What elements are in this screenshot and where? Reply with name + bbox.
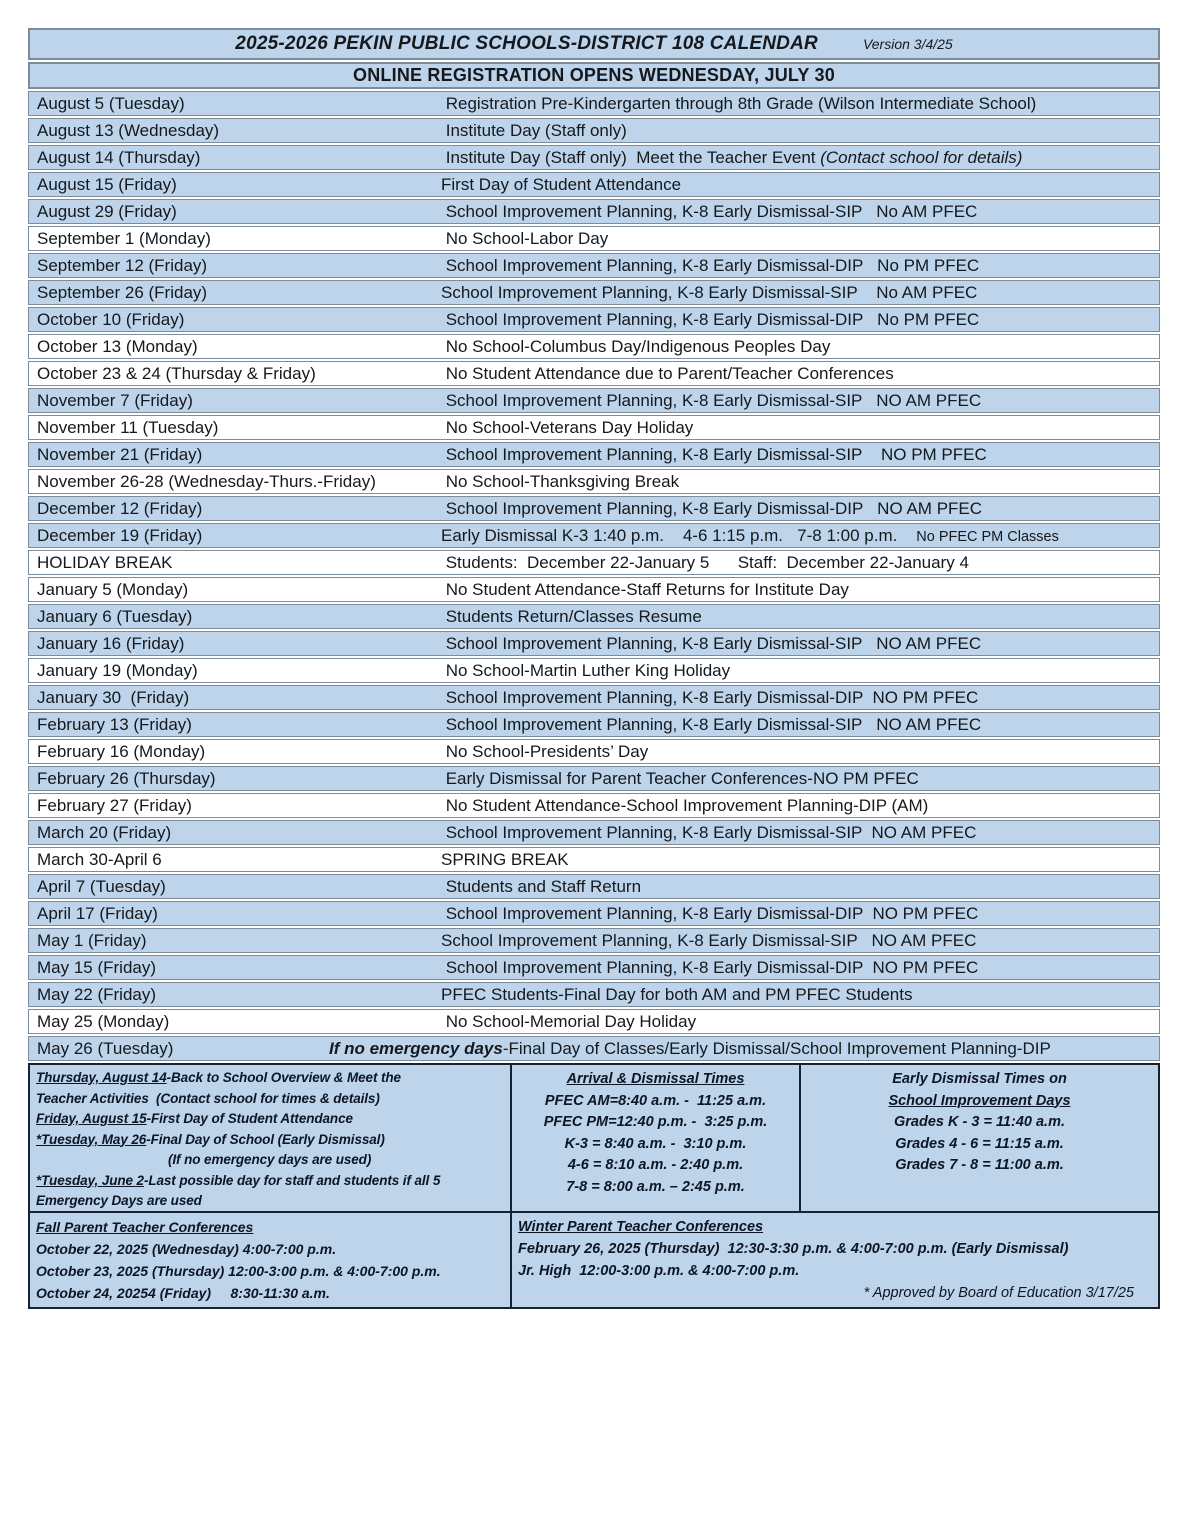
event-cell xyxy=(441,850,1159,870)
date-cell: May 25 (Monday) xyxy=(37,1011,170,1031)
date-cell: September 26 (Friday) xyxy=(37,282,208,302)
event-text: No School-Veterans Day Holiday xyxy=(441,417,694,437)
calendar-row xyxy=(28,361,1160,386)
event-text: School Improvement Planning, K-8 Early Dismissal-DIP NO PM PFEC xyxy=(441,687,979,707)
date-cell: February 27 (Friday) xyxy=(37,795,192,815)
calendar-row xyxy=(28,253,1160,278)
date-cell: October 13 (Monday) xyxy=(37,336,198,356)
calendar-row xyxy=(28,280,1160,305)
calendar-row xyxy=(28,307,1160,332)
event-text: SPRING BREAK xyxy=(441,849,569,869)
event-cell xyxy=(441,202,1159,222)
calendar-row xyxy=(28,739,1160,764)
calendar-row xyxy=(28,658,1160,683)
early-dismissal-title-2: School Improvement Days xyxy=(888,1092,1071,1109)
fall-conference-line: October 22, 2025 (Wednesday) 4:00-7:00 p.m. xyxy=(36,1241,337,1257)
footer-conference-row xyxy=(28,1213,1160,1309)
date-cell: September 12 (Friday) xyxy=(37,255,208,275)
calendar-row xyxy=(28,199,1160,224)
early-dismissal-line: Grades 7 - 8 = 11:00 a.m. xyxy=(895,1157,1064,1173)
event-text: No Student Attendance-School Improvement Planning-DIP (AM) xyxy=(441,795,929,815)
event-cell xyxy=(441,121,1159,141)
key-dates-line xyxy=(36,1089,504,1110)
key-date: *Tuesday, June 2 xyxy=(36,1172,144,1188)
calendar-row xyxy=(28,631,1160,656)
calendar-row xyxy=(28,334,1160,359)
winter-conferences-box xyxy=(512,1213,1160,1309)
arrival-line: PFEC PM=12:40 p.m. - 3:25 p.m. xyxy=(543,1114,768,1130)
date-cell: March 30-April 6 xyxy=(37,849,162,869)
title-bar xyxy=(28,28,1160,60)
date-cell: August 14 (Thursday) xyxy=(37,147,201,167)
arrival-line: 7-8 = 8:00 a.m. – 2:45 p.m. xyxy=(566,1178,745,1195)
version-label: Version 3/4/25 xyxy=(862,36,953,52)
event-text: School Improvement Planning, K-8 Early Dismissal-DIP NO AM PFEC xyxy=(441,498,983,518)
event-cell xyxy=(441,526,1159,546)
event-text: School Improvement Planning, K-8 Early Dismissal-DIP No PM PFEC xyxy=(441,255,980,275)
calendar-row xyxy=(28,685,1160,710)
event-emphasis-text: If no emergency days xyxy=(329,1038,503,1058)
date-cell: December 19 (Friday) xyxy=(37,525,203,545)
key-dates-line xyxy=(36,1068,504,1089)
calendar-row xyxy=(28,766,1160,791)
date-cell: November 21 (Friday) xyxy=(37,444,203,464)
date-cell: April 7 (Tuesday) xyxy=(37,876,166,896)
event-text: Institute Day (Staff only) Meet the Teacher Event xyxy=(441,147,821,167)
event-text: School Improvement Planning, K-8 Early Dismissal-SIP NO AM PFEC xyxy=(441,633,982,653)
event-cell xyxy=(441,283,1159,303)
footer xyxy=(28,1063,1160,1309)
winter-conferences-title: Winter Parent Teacher Conferences xyxy=(518,1219,764,1235)
key-dates-line xyxy=(36,1150,504,1171)
event-text: PFEC Students-Final Day for both AM and PM PFEC Students xyxy=(441,984,913,1004)
event-cell xyxy=(441,580,1159,600)
event-cell xyxy=(441,904,1159,924)
date-cell: January 5 (Monday) xyxy=(37,579,189,599)
calendar-row xyxy=(28,901,1160,926)
date-cell: November 7 (Friday) xyxy=(37,390,193,410)
event-text: Registration Pre-Kindergarten through 8th Grade (Wilson Intermediate School) xyxy=(441,93,1037,113)
calendar-row xyxy=(28,847,1160,872)
calendar-row xyxy=(28,793,1160,818)
event-cell xyxy=(441,688,1159,708)
key-date-text: (If no emergency days are used) xyxy=(168,1152,372,1167)
winter-conference-line: Jr. High 12:00-3:00 p.m. & 4:00-7:00 p.m. xyxy=(518,1263,800,1279)
event-text: School Improvement Planning, K-8 Early Dismissal-SIP No AM PFEC xyxy=(441,282,978,302)
date-cell: March 20 (Friday) xyxy=(37,822,172,842)
date-cell: January 6 (Tuesday) xyxy=(37,606,193,626)
calendar-row xyxy=(28,577,1160,602)
calendar-row xyxy=(28,118,1160,143)
key-dates-line xyxy=(36,1109,504,1130)
calendar-row xyxy=(28,469,1160,494)
winter-conference-line: February 26, 2025 (Thursday) 12:30-3:30 p.m. & 4:00-7:00 p.m. (Early Dismissal) xyxy=(518,1241,1069,1257)
early-dismissal-line: Grades K - 3 = 11:40 a.m. xyxy=(894,1114,1065,1130)
event-text: School Improvement Planning, K-8 Early Dismissal-DIP No PM PFEC xyxy=(441,309,980,329)
event-text: No Student Attendance-Staff Returns for Institute Day xyxy=(441,579,849,599)
event-text: No Student Attendance due to Parent/Teacher Conferences xyxy=(441,363,894,383)
date-cell: August 13 (Wednesday) xyxy=(37,120,220,140)
registration-banner: ONLINE REGISTRATION OPENS WEDNESDAY, JULY 30 xyxy=(28,62,1160,89)
event-cell xyxy=(441,418,1159,438)
date-cell: February 13 (Friday) xyxy=(37,714,192,734)
event-cell xyxy=(441,715,1159,735)
date-cell: January 16 (Friday) xyxy=(37,633,185,653)
date-cell: September 1 (Monday) xyxy=(37,228,211,248)
key-dates-box xyxy=(28,1063,512,1213)
calendar-row xyxy=(28,1009,1160,1034)
date-cell: May 26 (Tuesday) xyxy=(37,1038,174,1058)
early-dismissal-title-1: Early Dismissal Times on xyxy=(892,1071,1067,1087)
event-text: Early Dismissal K-3 1:40 p.m. 4-6 1:15 p.m. 7-8 1:00 p.m. xyxy=(441,525,917,545)
arrival-title: Arrival & Dismissal Times xyxy=(566,1071,745,1087)
date-cell: January 30 (Friday) xyxy=(37,687,190,707)
event-text: First Day of Student Attendance xyxy=(441,174,682,194)
event-cell xyxy=(441,742,1159,762)
date-cell: November 11 (Tuesday) xyxy=(37,417,219,437)
date-cell: August 29 (Friday) xyxy=(37,201,177,221)
event-text: No School-Memorial Day Holiday xyxy=(441,1011,697,1031)
key-dates-line xyxy=(36,1171,504,1192)
arrival-line: PFEC AM=8:40 a.m. - 11:25 a.m. xyxy=(544,1092,767,1109)
fall-conferences-title: Fall Parent Teacher Conferences xyxy=(36,1219,254,1235)
event-cell xyxy=(441,796,1159,816)
event-text: No School-Martin Luther King Holiday xyxy=(441,660,731,680)
calendar-row xyxy=(28,442,1160,467)
event-text: Institute Day (Staff only) xyxy=(441,120,627,140)
event-cell xyxy=(441,445,1159,465)
event-text: Students: December 22-January 5 Staff: December 22-January 4 xyxy=(441,552,969,572)
calendar-row xyxy=(28,712,1160,737)
calendar-row xyxy=(28,1036,1160,1061)
event-cell xyxy=(441,364,1159,384)
approved-note: * Approved by Board of Education 3/17/25 xyxy=(863,1285,1134,1301)
date-cell: August 5 (Tuesday) xyxy=(37,93,185,113)
date-cell: October 10 (Friday) xyxy=(37,309,185,329)
event-text: No School-Columbus Day/Indigenous Peoples Day xyxy=(441,336,831,356)
key-date-text: -Last possible day for staff and students if all 5 xyxy=(143,1172,441,1188)
event-cell xyxy=(441,175,1159,195)
calendar-row xyxy=(28,91,1160,116)
event-text: School Improvement Planning, K-8 Early Dismissal-SIP NO AM PFEC xyxy=(441,930,977,950)
calendar-row xyxy=(28,955,1160,980)
calendar-row xyxy=(28,982,1160,1007)
event-cell xyxy=(441,229,1159,249)
event-cell xyxy=(441,985,1159,1005)
event-cell xyxy=(441,472,1159,492)
calendar-row xyxy=(28,415,1160,440)
early-dismissal-line: Grades 4 - 6 = 11:15 a.m. xyxy=(895,1135,1064,1152)
date-cell: October 23 & 24 (Thursday & Friday) xyxy=(37,363,316,383)
event-cell xyxy=(441,877,1159,897)
event-cell xyxy=(441,769,1159,789)
key-date-text: -Final Day of School (Early Dismissal) xyxy=(146,1131,385,1147)
event-cell xyxy=(441,1012,1159,1032)
event-cell xyxy=(441,958,1159,978)
key-date: *Tuesday, May 26 xyxy=(36,1131,147,1147)
calendar-row xyxy=(28,550,1160,575)
calendar-row xyxy=(28,523,1160,548)
fall-conferences-box xyxy=(28,1213,512,1309)
event-italic-text: (Contact school for details) xyxy=(820,147,1023,167)
event-cell xyxy=(441,931,1159,951)
event-cell xyxy=(441,310,1159,330)
event-text: Early Dismissal for Parent Teacher Conferences-NO PM PFEC xyxy=(441,768,919,788)
date-cell: November 26-28 (Wednesday-Thurs.-Friday) xyxy=(37,471,376,491)
event-text: School Improvement Planning, K-8 Early Dismissal-DIP NO PM PFEC xyxy=(441,957,979,977)
event-text: School Improvement Planning, K-8 Early Dismissal-SIP NO AM PFEC xyxy=(441,822,977,842)
calendar-rows xyxy=(28,91,1160,1061)
fall-conference-line: October 23, 2025 (Thursday) 12:00-3:00 p.m. & 4:00-7:00 p.m. xyxy=(36,1263,441,1279)
arrival-dismissal-box xyxy=(512,1063,801,1213)
event-cell xyxy=(329,1039,1159,1059)
event-text: Students Return/Classes Resume xyxy=(441,606,702,626)
arrival-line: K-3 = 8:40 a.m. - 3:10 p.m. xyxy=(564,1135,747,1152)
event-text: School Improvement Planning, K-8 Early Dismissal-SIP No AM PFEC xyxy=(441,201,978,221)
event-cell xyxy=(441,148,1159,168)
date-cell: February 16 (Monday) xyxy=(37,741,206,761)
event-text: School Improvement Planning, K-8 Early Dismissal-DIP NO PM PFEC xyxy=(441,903,979,923)
event-cell xyxy=(441,661,1159,681)
date-cell: January 19 (Monday) xyxy=(37,660,198,680)
key-date-text: Teacher Activities (Contact school for times & details) xyxy=(36,1090,380,1106)
calendar-document xyxy=(28,28,1160,1309)
event-cell xyxy=(441,823,1159,843)
event-cell xyxy=(441,256,1159,276)
event-text: School Improvement Planning, K-8 Early Dismissal-SIP NO AM PFEC xyxy=(441,714,982,734)
key-date-text: -Back to School Overview & Meet the xyxy=(166,1070,401,1085)
date-cell: May 15 (Friday) xyxy=(37,957,157,977)
event-small-text: No PFEC PM Classes xyxy=(916,528,1059,545)
event-cell xyxy=(441,337,1159,357)
event-cell xyxy=(441,499,1159,519)
calendar-row xyxy=(28,604,1160,629)
calendar-row xyxy=(28,496,1160,521)
calendar-row xyxy=(28,820,1160,845)
key-date: Thursday, August 14 xyxy=(36,1070,167,1085)
date-cell: August 15 (Friday) xyxy=(37,174,177,194)
event-cell xyxy=(441,391,1159,411)
calendar-row xyxy=(28,874,1160,899)
page-title: 2025-2026 PEKIN PUBLIC SCHOOLS-DISTRICT 108 CALENDAR xyxy=(235,33,818,54)
event-text: -Final Day of Classes/Early Dismissal/School Improvement Planning-DIP xyxy=(502,1038,1051,1058)
event-text: Students and Staff Return xyxy=(441,876,642,896)
event-cell xyxy=(441,634,1159,654)
calendar-row xyxy=(28,226,1160,251)
key-date: Friday, August 15 xyxy=(36,1111,147,1126)
date-cell: HOLIDAY BREAK xyxy=(37,552,173,572)
calendar-row xyxy=(28,928,1160,953)
key-date-text: -First Day of Student Attendance xyxy=(146,1111,353,1126)
event-text: No School-Labor Day xyxy=(441,228,609,248)
event-cell xyxy=(441,607,1159,627)
date-cell: February 26 (Thursday) xyxy=(37,768,216,788)
date-cell: April 17 (Friday) xyxy=(37,903,158,923)
date-cell: May 1 (Friday) xyxy=(37,930,147,950)
calendar-row xyxy=(28,388,1160,413)
calendar-row xyxy=(28,172,1160,197)
key-date-text: Emergency Days are used xyxy=(36,1193,202,1208)
arrival-line: 4-6 = 8:10 a.m. - 2:40 p.m. xyxy=(567,1157,744,1173)
calendar-row xyxy=(28,145,1160,170)
early-dismissal-box xyxy=(801,1063,1160,1213)
event-text: No School-Thanksgiving Break xyxy=(441,471,680,491)
key-dates-line xyxy=(36,1130,504,1151)
event-cell xyxy=(441,94,1159,114)
footer-info-row xyxy=(28,1063,1160,1213)
event-text: School Improvement Planning, K-8 Early Dismissal-SIP NO AM PFEC xyxy=(441,390,982,410)
event-text: School Improvement Planning, K-8 Early Dismissal-SIP NO PM PFEC xyxy=(441,444,987,464)
event-text: No School-Presidents’ Day xyxy=(441,741,649,761)
key-dates-line xyxy=(36,1191,504,1212)
event-cell xyxy=(441,553,1159,573)
fall-conference-line: October 24, 20254 (Friday) 8:30-11:30 a.m. xyxy=(36,1285,330,1301)
date-cell: December 12 (Friday) xyxy=(37,498,203,518)
date-cell: May 22 (Friday) xyxy=(37,984,157,1004)
